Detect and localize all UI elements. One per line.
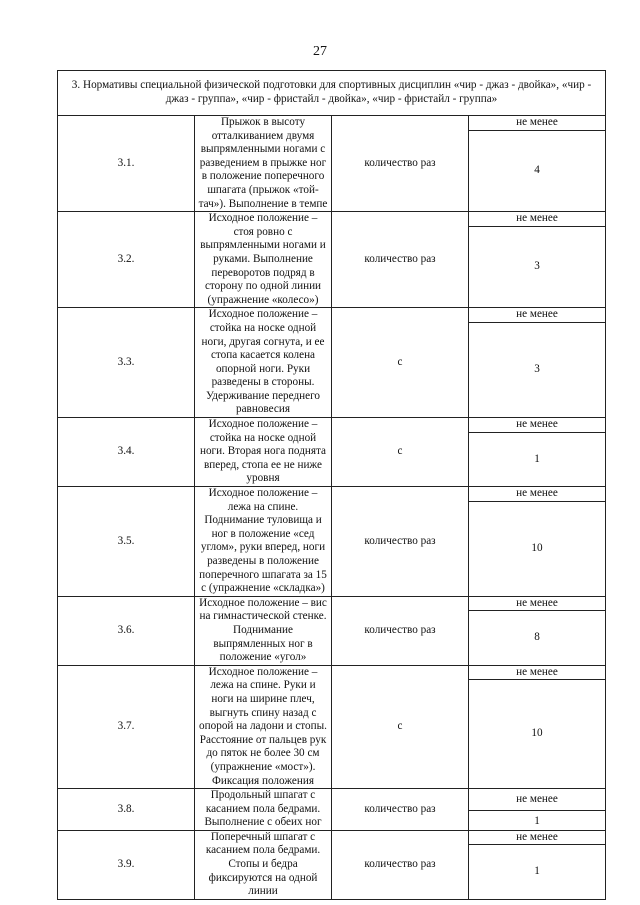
row-number: 3.7. (58, 665, 195, 788)
row-number: 3.4. (58, 418, 195, 487)
table-row (58, 212, 606, 227)
row-value: 4 (469, 130, 606, 212)
row-description: Исходное положение – лежа на спине. Поднимание туловища и ног в положение «сед углом», руки вперед, ноги разведены в положение поперечного шпагата за 15 с (упражнение «складка») (195, 487, 332, 597)
row-value: 8 (469, 611, 606, 665)
row-value: 3 (469, 322, 606, 417)
row-number: 3.1. (58, 116, 195, 212)
row-unit: количество раз (332, 487, 469, 597)
table-row (58, 116, 606, 131)
row-number: 3.6. (58, 596, 195, 665)
row-unit: с (332, 665, 469, 788)
row-description: Исходное положение – стоя ровно с выпрямленными ногами и руками. Выполнение переворотов подряд в сторону по одной линии (упражнение «колесо») (195, 212, 332, 308)
row-description: Прыжок в высоту отталкиванием двумя выпрямленными ногами с разведением в прыжке ног в положение поперечного шпагата (прыжок «той-тач»). Выполнение в темпе (195, 116, 332, 212)
row-label: не менее (469, 116, 606, 131)
row-description: Поперечный шпагат с касанием пола бедрами. Стопы и бедра фиксируются на одной линии (195, 830, 332, 899)
row-label: не менее (469, 596, 606, 611)
row-unit: с (332, 418, 469, 487)
row-value: 1 (469, 845, 606, 899)
row-value: 10 (469, 680, 606, 789)
row-number: 3.8. (58, 789, 195, 831)
row-description: Продольный шпагат с касанием пола бедрами. Выполнение с обеих ног (195, 789, 332, 831)
row-unit: количество раз (332, 789, 469, 831)
row-unit: количество раз (332, 116, 469, 212)
row-value: 1 (469, 811, 606, 831)
row-label: не менее (469, 830, 606, 845)
row-label: не менее (469, 418, 606, 433)
row-label: не менее (469, 665, 606, 680)
row-unit: количество раз (332, 596, 469, 665)
table-header-row (58, 71, 606, 116)
row-label: не менее (469, 487, 606, 502)
row-unit: количество раз (332, 212, 469, 308)
table-row (58, 487, 606, 502)
row-description: Исходное положение – стойка на носке одной ноги, другая согнута, и ее стопа касается колена опорной ноги. Руки разведены в стороны. Удерживание переднего равновесия (195, 308, 332, 418)
row-label: не менее (469, 789, 606, 811)
section-title: 3. Нормативы специальной физической подготовки для спортивных дисциплин «чир - джаз - двойка», «чир - джаз - группа», «чир - фристайл - двойка», «чир - фристайл - группа» (58, 71, 606, 116)
norms-table (57, 70, 606, 900)
table-row (58, 830, 606, 845)
page-number: 27 (313, 44, 327, 59)
row-value: 3 (469, 226, 606, 308)
row-description: Исходное положение – вис на гимнастической стенке. Поднимание выпрямленных ног в положение «угол» (195, 596, 332, 665)
row-number: 3.3. (58, 308, 195, 418)
row-value: 1 (469, 432, 606, 486)
table-row (58, 789, 606, 811)
table-row (58, 596, 606, 611)
row-value: 10 (469, 501, 606, 596)
row-unit: количество раз (332, 830, 469, 899)
row-label: не менее (469, 308, 606, 323)
row-number: 3.5. (58, 487, 195, 597)
table-row (58, 665, 606, 680)
row-description: Исходное положение – стойка на носке одной ноги. Вторая нога поднята вперед, стопа ее не ниже уровня (195, 418, 332, 487)
row-unit: с (332, 308, 469, 418)
row-description: Исходное положение – лежа на спине. Руки и ноги на ширине плеч, выгнуть спину назад с опорой на ладони и стопы. Расстояние от пальцев рук до пяток не более 30 см (упражнение «мост»). Фиксация положения (195, 665, 332, 788)
row-label: не менее (469, 212, 606, 227)
row-number: 3.2. (58, 212, 195, 308)
table-row (58, 418, 606, 433)
table-row (58, 308, 606, 323)
row-number: 3.9. (58, 830, 195, 899)
